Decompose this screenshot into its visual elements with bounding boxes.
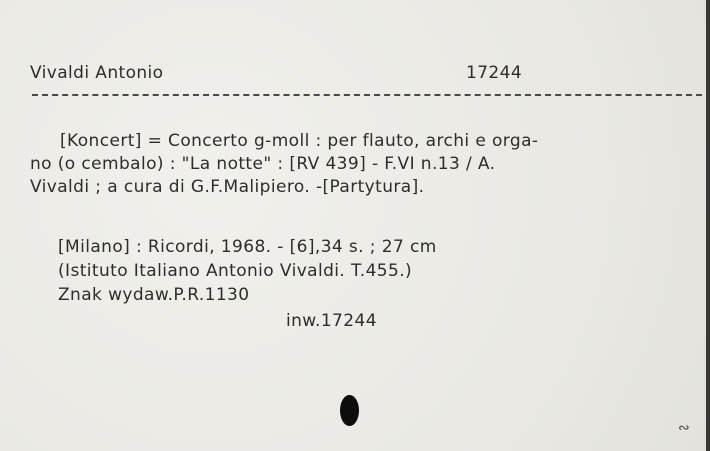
card-number: 17244: [466, 63, 523, 83]
header-separator: [32, 94, 702, 96]
imprint-line-2: (Istituto Italiano Antonio Vivaldi. T.455.): [58, 261, 413, 281]
imprint-line-3: Znak wydaw.P.R.1130: [58, 285, 250, 305]
inventory-number: inw.17244: [286, 311, 377, 331]
card-edge-shadow: [706, 0, 710, 451]
body-line-2: no (o cembalo) : "La notte" : [RV 439] - F.VI n.13 / A.: [30, 154, 496, 174]
author-heading: Vivaldi Antonio: [30, 63, 164, 83]
punch-hole: [340, 395, 359, 426]
body-line-3: Vivaldi ; a cura di G.F.Malipiero. -[Partytura].: [30, 177, 425, 197]
imprint-line-1: [Milano] : Ricordi, 1968. - [6],34 s. ; 27 cm: [58, 237, 437, 257]
body-line-1: [Koncert] = Concerto g-moll : per flauto, archi e orga-: [60, 131, 539, 151]
corner-mark: ∾: [678, 420, 690, 436]
